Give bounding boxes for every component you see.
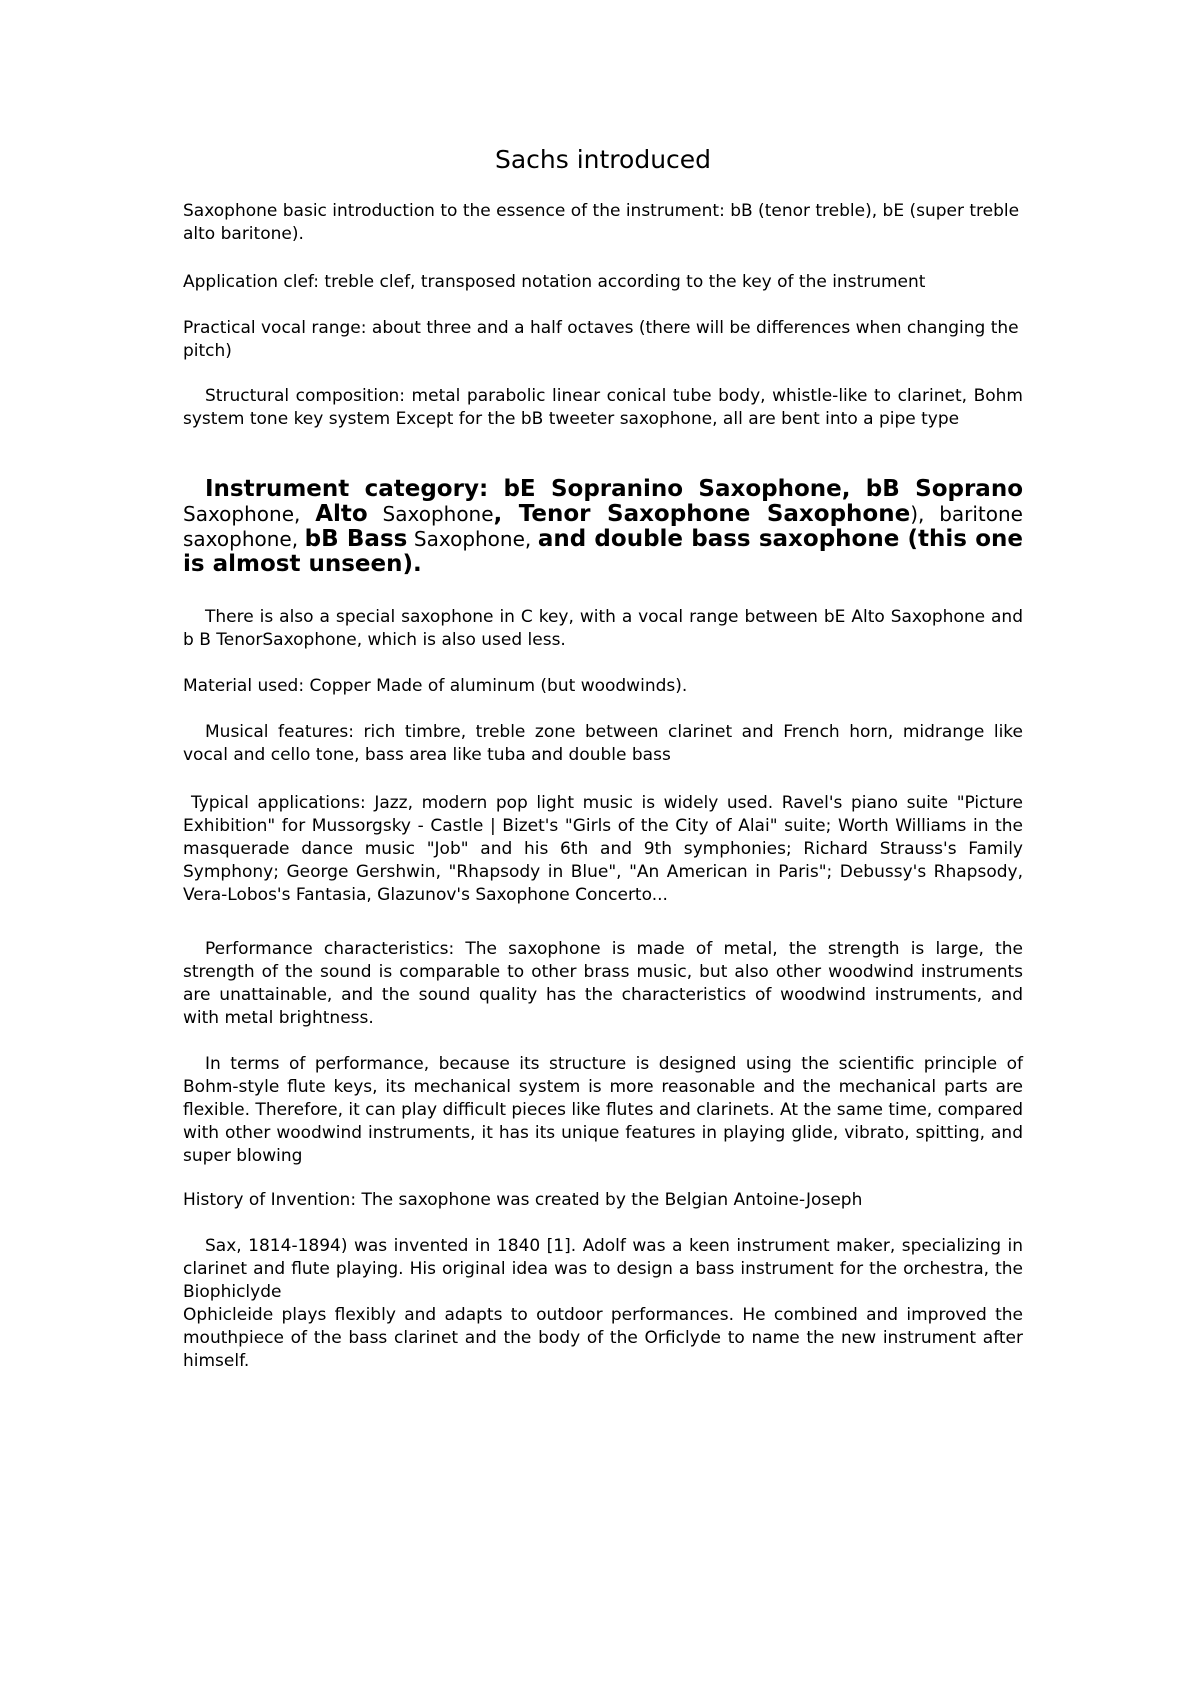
paragraph-performance: In terms of performance, because its structure is designed using the scientific principle of Bohm-style flute keys, its mechanical system is more reasonable and the mechanical parts are flexible. Therefore, it can play difficult pieces like flutes and clarinets. At the same time, compared with other woodwind instruments, it has its unique features in playing glide, vibrato, spitting, and super blowing: [183, 1054, 1023, 1166]
paragraph-sax: Sax, 1814-1894) was invented in 1840 [1]. Adolf was a keen instrument maker, specializing in clarinet and flute playing. His original idea was to design a bass instrument for the orchestra, the Biophiclyde: [183, 1236, 1023, 1302]
category-text-1: Instrument category: bE Sopranino Saxophone, bB Soprano: [205, 476, 1023, 502]
category-text-4: Saxophone: [367, 502, 494, 526]
category-text-2: Saxophone,: [183, 502, 316, 526]
paragraph-category: [183, 477, 1023, 577]
paragraph-material: Material used: Copper Made of aluminum (but woodwinds).: [183, 676, 688, 696]
category-text-9: and double bass saxophone (this one is almost unseen).: [183, 526, 1023, 577]
paragraph-musical-features: Musical features: rich timbre, treble zone between clarinet and French horn, midrange like vocal and cello tone, bass area like tuba and double bass: [183, 722, 1023, 765]
category-text-3: Alto: [315, 501, 368, 527]
paragraph-history: History of Invention: The saxophone was created by the Belgian Antoine-Joseph: [183, 1190, 863, 1210]
category-text-6: ), baritone saxophone,: [183, 502, 1023, 551]
category-text-5: , Tenor Saxophone Saxophone: [493, 501, 911, 527]
paragraph-c-key: There is also a special saxophone in C key, with a vocal range between bE Alto Saxophone and b B TenorSaxophone, which is also used less.: [183, 607, 1023, 650]
paragraph-applications: Typical applications: Jazz, modern pop light music is widely used. Ravel's piano suite "Picture Exhibition" for Mussorgsky - Castle | Bizet's "Girls of the City of Alai" suite; Worth Williams in the masquerade dance music "Job" and his 6th and 9th symphonies; Richard Strauss's Family Symphony; George Gershwin, "Rhapsody in Blue", "An American in Paris"; Debussy's Rhapsody, Vera-Lobos's Fantasia, Glazunov's Saxophone Concerto...: [183, 793, 1023, 905]
document-title: Sachs introduced: [494, 145, 712, 174]
paragraph-structure: Structural composition: metal parabolic linear conical tube body, whistle-like to clarinet, Bohm system tone key system Except for the bB tweeter saxophone, all are bent into a pipe type: [183, 386, 1023, 429]
paragraph-clef: Application clef: treble clef, transposed notation according to the key of the instrument: [183, 272, 926, 292]
category-text-7: bB Bass: [304, 526, 408, 552]
document-page: [183, 0, 1023, 1701]
category-text-8: Saxophone,: [407, 527, 538, 551]
paragraph-vocal-range: Practical vocal range: about three and a half octaves (there will be differences when changing the pitch): [183, 318, 1019, 361]
paragraph-performance-characteristics: Performance characteristics: The saxophone is made of metal, the strength is large, the strength of the sound is comparable to other brass music, but also other woodwind instruments are unattainable, and the sound quality has the characteristics of woodwind instruments, and with metal brightness.: [183, 939, 1023, 1028]
paragraph-intro: Saxophone basic introduction to the essence of the instrument: bB (tenor treble), bE (super treble alto baritone).: [183, 201, 1020, 244]
paragraph-ophicleide: Ophicleide plays flexibly and adapts to outdoor performances. He combined and improved the mouthpiece of the bass clarinet and the body of the Orficlyde to name the new instrument after himself.: [183, 1305, 1023, 1371]
